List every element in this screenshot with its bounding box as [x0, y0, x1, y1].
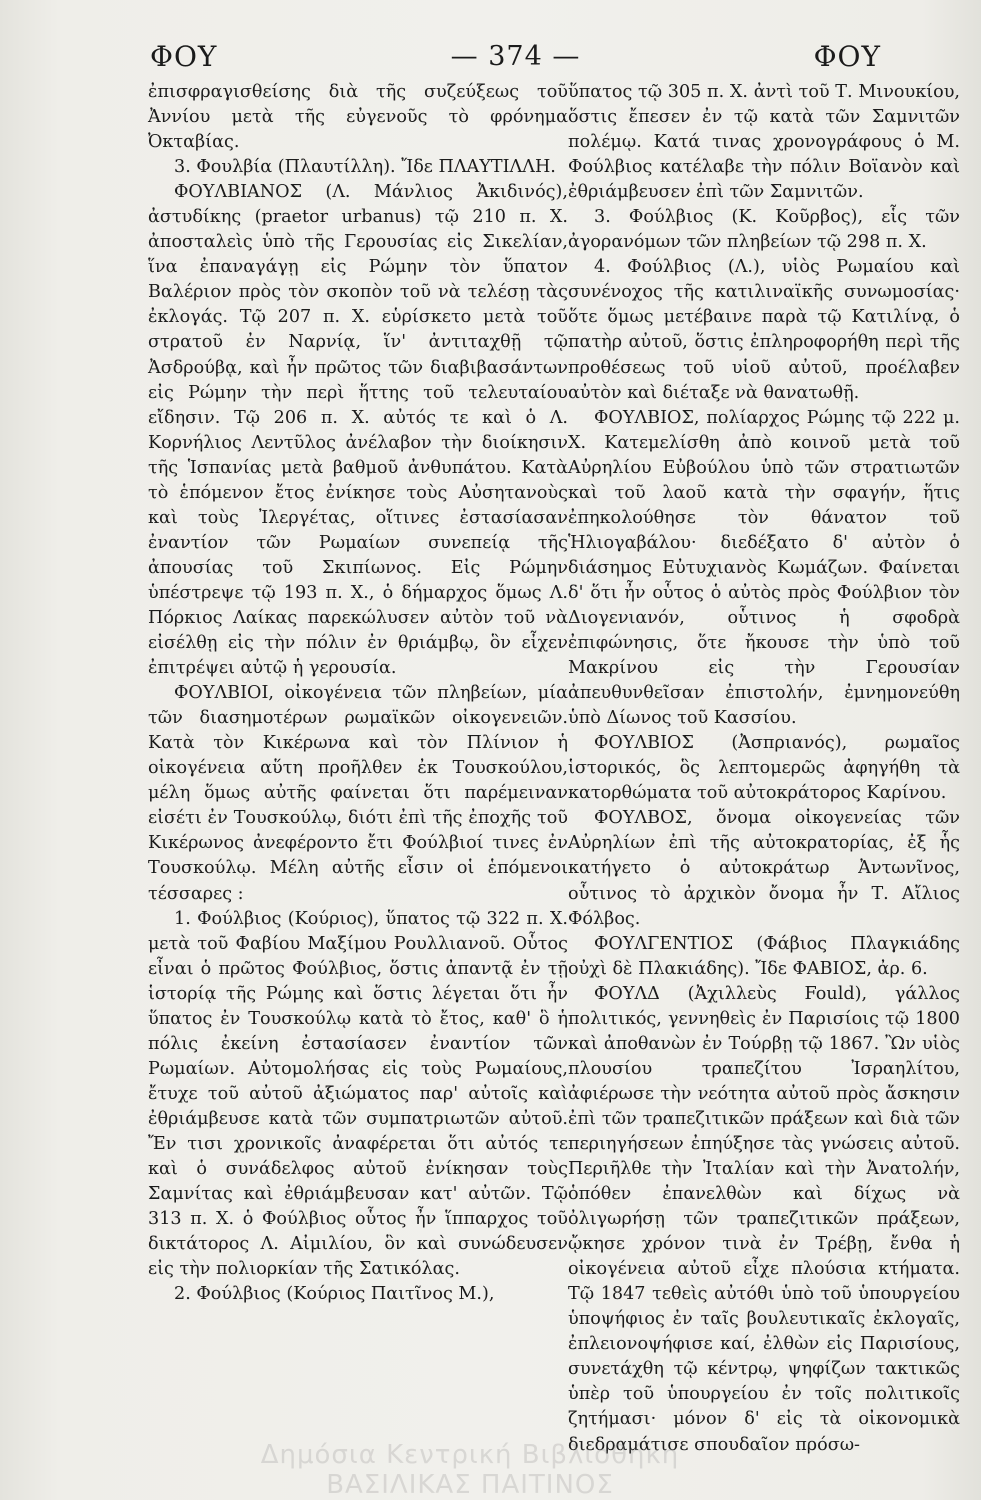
paragraph: ΦΟΥΛΒΟΣ, ὄνομα οἰκογενείας τῶν Αὐρηλίων ἐπὶ τῆς αὐτοκρατορίας, ἐξ ἧς κατήγετο ὁ αὐτοκράτωρ Ἀντωνῖνος, οὗτινος τὸ ἀρχικὸν ὄνομα ἦν Τ. Αἴλιος Φόλβος.: [568, 808, 960, 929]
paragraph: 3. Φουλβία (Πλαυτίλλη). Ἴδε ΠΛΑΥΤΙΛΛΗ.: [174, 157, 556, 178]
paragraph: 1. Φούλβιος (Κούριος), ὕπατος τῷ 322 π. Χ. μετὰ τοῦ Φαβίου Μαξίμου Ρουλλιανοῦ. Οὗτος εἶναι ὁ πρῶτος Φούλβιος, ὅστις ἀπαντᾷ ἐν τῇ ἱστορίᾳ τῆς Ρώμης καὶ ὅστις λέγεται ὅτι ἦν ὕπατος ἐν Τουσκούλῳ κατὰ τὸ ἔτος, καθ' ὃ ἡ πόλις ἐκείνη ἐστασίασεν ἐναντίον τῶν Ρωμαίων. Αὐτομολήσας εἰς τοὺς Ρωμαίους, ἔτυχε τοῦ αὐτοῦ ἀξιώματος παρ' αὐτοῖς καὶ ἐθριάμβευσε κατὰ τῶν συμπατριωτῶν αὐτοῦ. Ἔν τισι χρονικοῖς ἀναφέρεται ὅτι αὐτός τε καὶ ὁ συνάδελφος αὐτοῦ ἐνίκησαν τοὺς Σαμνίτας καὶ ἐθριάμβευσαν κατ' αὐτῶν. Τῷ 313 π. Χ. ὁ Φούλβιος οὗτος ἦν ἵππαρχος τοῦ δικτάτορος Λ. Αἰμιλίου, ὃν καὶ συνώδευσεν εἰς τὴν πολιορκίαν τῆς Σατικόλας.: [148, 908, 568, 1280]
paragraph: ΦΟΥΛΒΙΟΙ, οἰκογένεια τῶν πληβείων, μία τῶν διασημοτέρων ρωμαϊκῶν οἰκογενειῶν. Κατὰ τὸν Κικέρωνα καὶ τὸν Πλίνιον ἡ οἰκογένεια αὕτη προῆλθεν ἐκ Τουσκούλου, μέλη ὅμως αὐτῆς φαίνεται ὅτι παρέμειναν εἰσέτι ἐν Τουσκούλῳ, διότι ἐπὶ τῆς ἐποχῆς τοῦ Κικέρωνος ἀνεφέροντο ἔτι Φούλβιοί τινες ἐν Τουσκούλῳ. Μέλη αὐτῆς εἶσιν οἱ ἑπόμενοι τέσσαρες :: [148, 683, 568, 904]
paragraph: ΦΟΥΛΓΕΝΤΙΟΣ (Φάβιος Πλαγκιάδης οὐχὶ δὲ Πλακιάδης). Ἴδε ΦΑΒΙΟΣ, ἀρ. 6.: [568, 933, 960, 979]
library-watermark: Δημόσια Κεντρική Βιβλιοθήκη ΒΑΣΙΛΙΚΑΣ ΠΑΙΤΙΝΟΣ: [260, 1440, 680, 1500]
paragraph: 4. Φούλβιος (Λ.), υἱὸς Ρωμαίου καὶ συνένοχος τῆς κατιλιναϊκῆς συνωμοσίας· ὅτε ὅμως μετέβαινε παρὰ τῷ Κατιλίνᾳ, ὁ πατὴρ αὐτοῦ, ὅστις ἐπληροφορήθη περὶ τῆς προθέσεως τοῦ υἱοῦ αὐτοῦ, προέλαβεν αὐτὸν καὶ διέταξε νὰ θανατωθῇ.: [568, 257, 960, 403]
paragraph: ΦΟΥΛΒΙΑΝΟΣ (Λ. Μάνλιος Ἀκιδινός), ἀστυδίκης (praetor urbanus) τῷ 210 π. Χ. ἀποσταλεὶς ὑπὸ τῆς Γερουσίας εἰς Σικελίαν, ἵνα ἐπαναγάγῃ εἰς Ρώμην τὸν ὕπατον Βαλέριον πρὸς τὸν σκοπὸν τοῦ νὰ τελέσῃ τὰς ἐκλογάς. Τῷ 207 π. Χ. εὑρίσκετο μετὰ τοῦ στρατοῦ ἐν Ναρνίᾳ, ἵν' ἀντιταχθῇ τῷ Ἀσδρούβᾳ, καὶ ἦν πρῶτος τῶν διαβιβασάντων εἰς Ρώμην τὴν περὶ ἥττης τοῦ τελευταίου εἴδησιν. Τῷ 206 π. Χ. αὐτός τε καὶ ὁ Λ. Κορνήλιος Λεντῦλος ἀνέλαβον τὴν διοίκησιν τῆς Ἱσπανίας μετὰ βαθμοῦ ἀνθυπάτου. Κατὰ τὸ ἑπόμενον ἔτος ἐνίκησε τοὺς Αὐσητανοὺς καὶ τοὺς Ἰλεργέτας, οἵτινες ἐστασίασαν ἐναντίον τῶν Ρωμαίων συνεπείᾳ τῆς ἀπουσίας τοῦ Σκιπίωνος. Εἰς Ρώμην ὑπέστρεψε τῷ 193 π. Χ., ὁ δήμαρχος ὅμως Λ. Πόρκιος Λαίκας παρεκώλυσεν αὐτὸν τοῦ νὰ εἰσέλθῃ εἰς τὴν πόλιν ἐν θριάμβῳ, ὃν εἶχεν ἐπιτρέψει αὐτῷ ἡ γερουσία.: [148, 182, 568, 679]
paragraph: ἐπισφραγισθείσης διὰ τῆς συζεύξεως τοῦ Ἀννίου μετὰ τῆς εὐγενοῦς τὸ φρόνημα Ὀκταβίας.: [148, 82, 568, 153]
paragraph: ΦΟΥΛΒΙΟΣ (Ἀσπριανός), ρωμαῖος ἱστορικός, ὃς λεπτομερῶς ἀφηγήθη τὰ κατορθώματα τοῦ αὐτοκράτορος Καρίνου.: [568, 733, 960, 804]
running-header: [150, 36, 881, 76]
header-right: ΦΟΥ: [813, 39, 881, 73]
paragraph: 2. Φούλβιος (Κούριος Παιτῖνος Μ.),: [174, 1284, 495, 1305]
page-number: — 374 —: [450, 40, 581, 72]
paragraph: ΦΟΥΛΔ (Ἀχιλλεὺς Fould), γάλλος πολιτικός, γεννηθεὶς ἐν Παρισίοις τῷ 1800 καὶ ἀποθανὼν ἐν Τούρβῃ τῷ 1867. Ὢν υἱὸς πλουσίου τραπεζίτου Ἰσραηλίτου, ἀφιέρωσε τὴν νεότητα αὐτοῦ πρὸς ἄσκησιν ἐπὶ τῶν τραπεζιτικῶν πράξεων καὶ διὰ τῶν περιηγήσεων ἐπηύξησε τὰς γνώσεις αὐτοῦ. Περιῆλθε τὴν Ἰταλίαν καὶ τὴν Ἀνατολήν, ὁπόθεν ἐπανελθὼν καὶ δίχως νὰ ὀλιγωρήσῃ τῶν τραπεζιτικῶν πράξεων, ᾤκησε χρόνον τινὰ ἐν Τρέβῃ, ἔνθα ἡ οἰκογένεια αὐτοῦ εἶχε πλούσια κτήματα. Τῷ 1847 τεθεὶς αὐτόθι ὑπὸ τοῦ ὑπουργείου ὑποψήφιος ἐν ταῖς βουλευτικαῖς ἐκλογαῖς, ἐπλειονοψήφισε καί, ἐλθὼν εἰς Παρισίους, συνετάχθη τῷ κέντρῳ, ψηφίζων τακτικῶς ὑπὲρ τοῦ ὑπουργείου ἐν τοῖς πολιτικοῖς ζητήμασι· μόνον δ' εἰς τὰ οἰκονομικὰ διεδραμάτισε σπουδαῖον πρόσω-: [568, 983, 960, 1455]
left-column: [148, 80, 568, 1307]
paragraph: ΦΟΥΛΒΙΟΣ, πολίαρχος Ρώμης τῷ 222 μ. Χ. Κατεμελίσθη ἀπὸ κοινοῦ μετὰ τοῦ Αὐρηλίου Εὐβούλου ὑπὸ τῶν στρατιωτῶν καὶ τοῦ λαοῦ κατὰ τὴν σφαγήν, ἥτις ἐπηκολούθησε τὸν θάνατον τοῦ Ἡλιογαβάλου· διεδέξατο δ' αὐτὸν ὁ διάσημος Εὐτυχιανὸς Κωμάζων. Φαίνεται δ' ὅτι ἦν οὗτος ὁ αὐτὸς πρὸς Φούλβιον τὸν Διογενιανόν, οὗτινος ἡ σφοδρὰ ἐπιφώνησις, ὅτε ἤκουσε τὴν ὑπὸ τοῦ Μακρίνου εἰς τὴν Γερουσίαν ἀπευθυνθεῖσαν ἐπιστολήν, ἐμνημονεύθη ὑπὸ Δίωνος τοῦ Κασσίου.: [568, 407, 960, 729]
right-column: [568, 80, 960, 1458]
paragraph: ὕπατος τῷ 305 π. Χ. ἀντὶ τοῦ Τ. Μινουκίου, ὅστις ἔπεσεν ἐν τῷ κατὰ τῶν Σαμνιτῶν πολέμῳ. Κατά τινας χρονογράφους ὁ Μ. Φούλβιος κατέλαβε τὴν πόλιν Βοϊανὸν καὶ ἐθριάμβευσεν ἐπὶ τῶν Σαμνιτῶν.: [568, 82, 960, 203]
paragraph: 3. Φούλβιος (Κ. Κοῦρβος), εἷς τῶν ἀγορανόμων τῶν πληβείων τῷ 298 π. Χ.: [568, 207, 960, 253]
header-left: ΦΟΥ: [150, 39, 218, 73]
